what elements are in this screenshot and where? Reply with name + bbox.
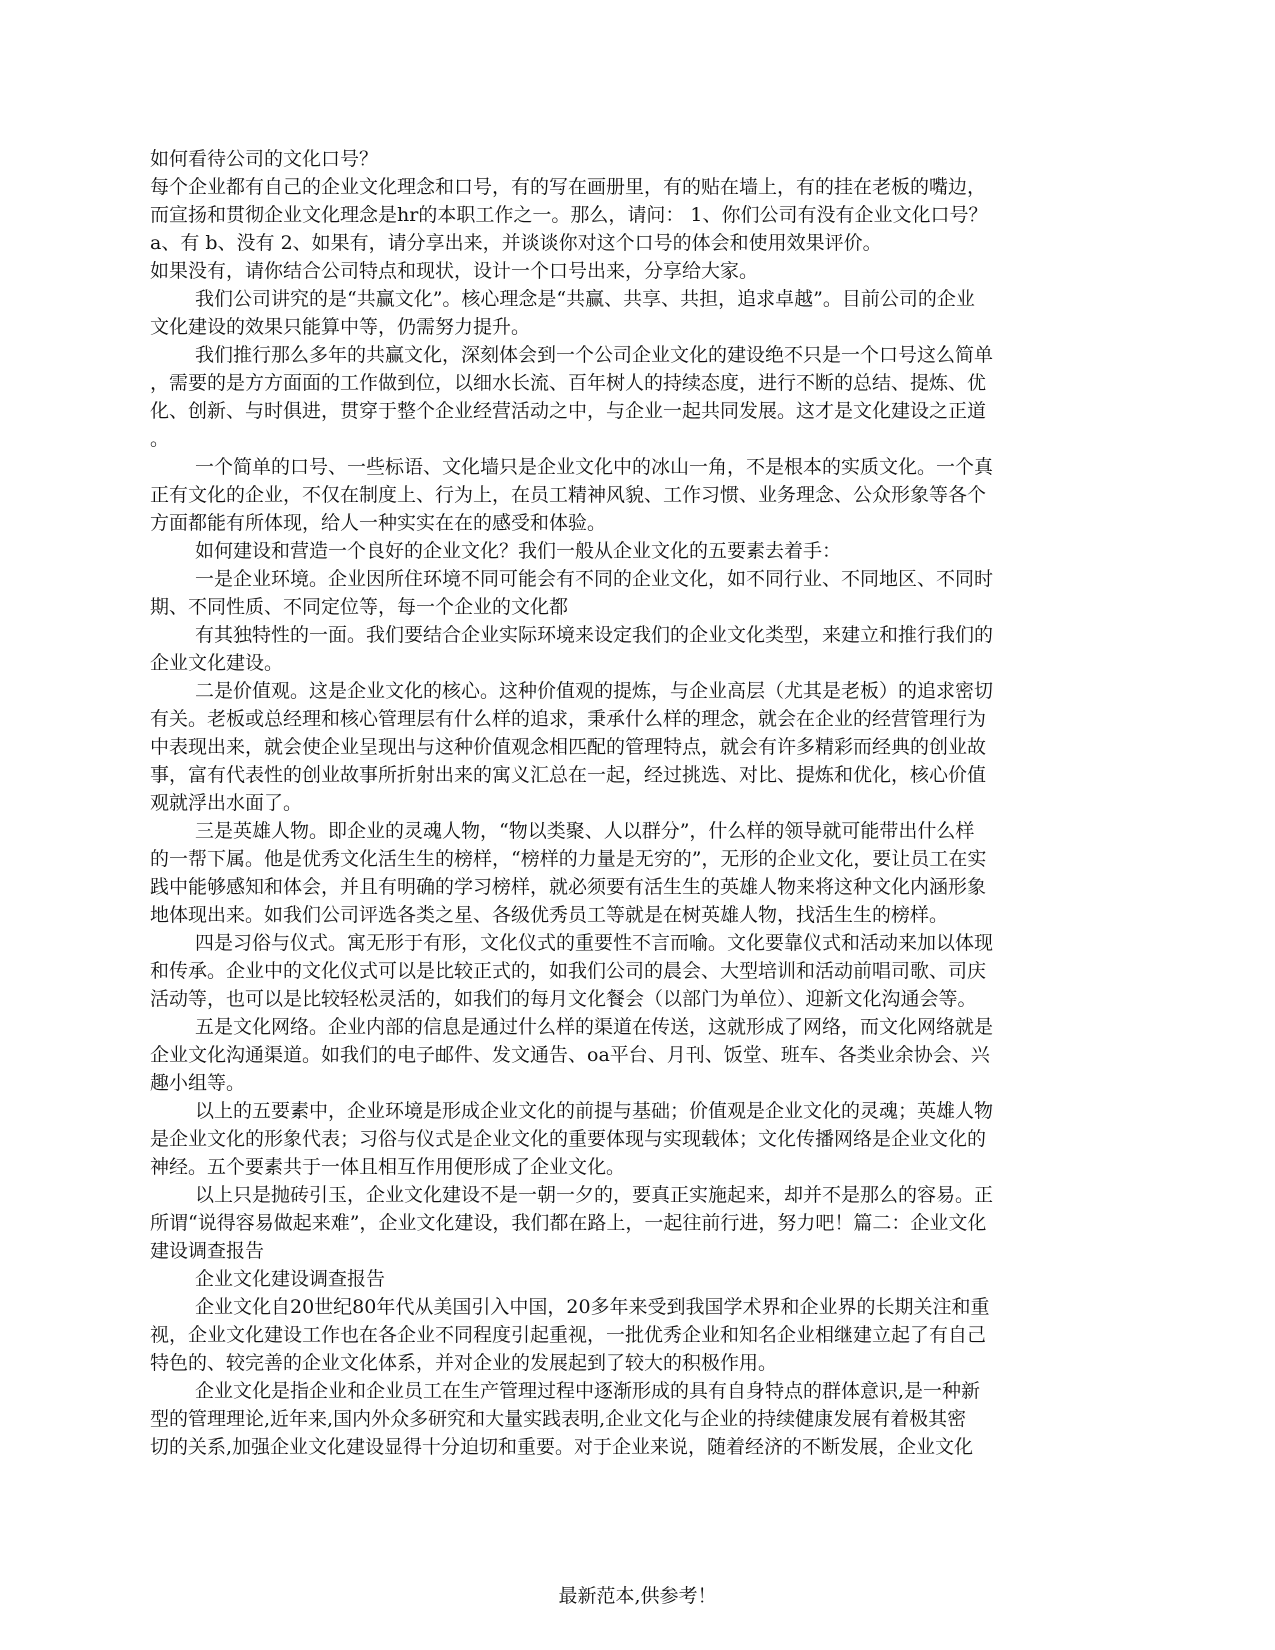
text-line: 三是英雄人物。即企业的灵魂人物，“物以类聚、人以群分”，什么样的领导就可能带出什么样 — [195, 820, 975, 842]
text-line: 视，企业文化建设工作也在各企业不同程度引起重视，一批优秀企业和知名企业相继建立起了有自己 — [150, 1324, 987, 1346]
text-line: 我们推行那么多年的共赢文化，深刻体会到一个公司企业文化的建设绝不只是一个口号这么简单 — [195, 344, 994, 366]
page-footer: 最新范本,供参考！ — [558, 1585, 717, 1607]
text-line: 和传承。企业中的文化仪式可以是比较正式的，如我们公司的晨会、大型培训和活动前唱司歌、司庆 — [150, 960, 987, 982]
text-line: 一是企业环境。企业因所住环境不同可能会有不同的企业文化，如不同行业、不同地区、不同时 — [195, 568, 994, 590]
text-line: 型的管理理论,近年来,国内外众多研究和大量实践表明,企业文化与企业的持续健康发展有着极其密 — [150, 1408, 967, 1430]
document-body — [150, 145, 1120, 1461]
text-line: 企业文化建设。 — [150, 652, 284, 674]
text-line: 中表现出来，就会使企业呈现出与这种价值观念相匹配的管理特点，就会有许多精彩而经典的创业故 — [150, 736, 987, 758]
text-line: a、有 b、没有 2、如果有，请分享出来，并谈谈你对这个口号的体会和使用效果评价。 — [150, 232, 882, 254]
text-line: 正有文化的企业，不仅在制度上、行为上，在员工精神风貌、工作习惯、业务理念、公众形象等各个 — [150, 484, 987, 506]
text-line: 神经。五个要素共于一体且相互作用便形成了企业文化。 — [150, 1156, 626, 1178]
text-line: 建设调查报告 — [150, 1240, 265, 1262]
text-line: 文化建设的效果只能算中等，仍需努力提升。 — [150, 316, 531, 338]
text-line: 企业文化自20世纪80年代从美国引入中国，20多年来受到我国学术界和企业界的长期关注和重 — [195, 1296, 990, 1318]
text-line: 方面都能有所体现，给人一种实实在在的感受和体验。 — [150, 512, 607, 534]
text-line: 有关。老板或总经理和核心管理层有什么样的追求，秉承什么样的理念，就会在企业的经营管理行为 — [150, 708, 987, 730]
text-line: 切的关系,加强企业文化建设显得十分迫切和重要。对于企业来说，随着经济的不断发展，企业文化 — [150, 1436, 974, 1458]
text-line: 一个简单的口号、一些标语、文化墙只是企业文化中的冰山一角，不是根本的实质文化。一个真 — [195, 456, 994, 478]
text-line: 二是价值观。这是企业文化的核心。这种价值观的提炼，与企业高层（尤其是老板）的追求密切 — [195, 680, 994, 702]
text-line: 企业文化建设调查报告 — [195, 1268, 386, 1290]
text-line: 观就浮出水面了。 — [150, 792, 303, 814]
text-line: 四是习俗与仪式。寓无形于有形，文化仪式的重要性不言而喻。文化要靠仪式和活动来加以体现 — [195, 932, 994, 954]
text-line: 如何建设和营造一个良好的企业文化？我们一般从企业文化的五要素去着手： — [195, 540, 842, 562]
text-line: 活动等，也可以是比较轻松灵活的，如我们的每月文化餐会（以部门为单位）、迎新文化沟通会等。 — [150, 988, 977, 1010]
document-lines — [150, 173, 1120, 1461]
text-line: ，需要的是方方面面的工作做到位，以细水长流、百年树人的持续态度，进行不断的总结、提炼、优 — [150, 372, 987, 394]
text-line: 以上的五要素中，企业环境是形成企业文化的前提与基础；价值观是企业文化的灵魂；英雄人物 — [195, 1100, 994, 1122]
text-line: 是企业文化的形象代表；习俗与仪式是企业文化的重要体现与实现载体；文化传播网络是企业文化的 — [150, 1128, 987, 1150]
text-line: 地体现出来。如我们公司评选各类之星、各级优秀员工等就是在树英雄人物，找活生生的榜样。 — [150, 904, 949, 926]
text-line: 。 — [150, 428, 170, 450]
text-line: 我们公司讲究的是“共赢文化”。核心理念是“共赢、共享、共担，追求卓越”。目前公司的企业 — [195, 288, 975, 310]
text-line: 而宣扬和贯彻企业文化理念是hr的本职工作之一。那么，请问： 1、你们公司有没有企业文化口号？ — [150, 204, 988, 226]
text-line: 企业文化沟通渠道。如我们的电子邮件、发文通告、oa平台、月刊、饭堂、班车、各类业余协会、兴 — [150, 1044, 990, 1066]
text-line: 践中能够感知和体会，并且有明确的学习榜样，就必须要有活生生的英雄人物来将这种文化内涵形象 — [150, 876, 987, 898]
text-line: 如果没有，请你结合公司特点和现状，设计一个口号出来，分享给大家。 — [150, 260, 759, 282]
text-line: 化、创新、与时俱进，贯穿于整个企业经营活动之中，与企业一起共同发展。这才是文化建设之正道 — [150, 400, 987, 422]
document-title: 如何看待公司的文化口号？ — [150, 148, 379, 170]
text-line: 趣小组等。 — [150, 1072, 246, 1094]
text-line: 五是文化网络。企业内部的信息是通过什么样的渠道在传送，这就形成了网络，而文化网络就是 — [195, 1016, 994, 1038]
text-line: 企业文化是指企业和企业员工在生产管理过程中逐渐形成的具有自身特点的群体意识,是一种新 — [195, 1380, 981, 1402]
text-line: 以上只是抛砖引玉，企业文化建设不是一朝一夕的，要真正实施起来，却并不是那么的容易。正 — [195, 1184, 994, 1206]
text-line: 每个企业都有自己的企业文化理念和口号，有的写在画册里，有的贴在墙上，有的挂在老板的嘴边， — [150, 176, 987, 198]
text-line: 特色的、较完善的企业文化体系，并对企业的发展起到了较大的积极作用。 — [150, 1352, 778, 1374]
text-line: 事，富有代表性的创业故事所折射出来的寓义汇总在一起，经过挑选、对比、提炼和优化，核心价值 — [150, 764, 987, 786]
text-line: 有其独特性的一面。我们要结合企业实际环境来设定我们的企业文化类型，来建立和推行我们的 — [195, 624, 994, 646]
text-line: 所谓“说得容易做起来难”，企业文化建设，我们都在路上，一起往前行进，努力吧！篇二：企业文化 — [150, 1212, 987, 1234]
text-line: 期、不同性质、不同定位等，每一个企业的文化都 — [150, 596, 569, 618]
text-line: 的一帮下属。他是优秀文化活生生的榜样，“榜样的力量是无穷的”，无形的企业文化，要让员工在实 — [150, 848, 987, 870]
